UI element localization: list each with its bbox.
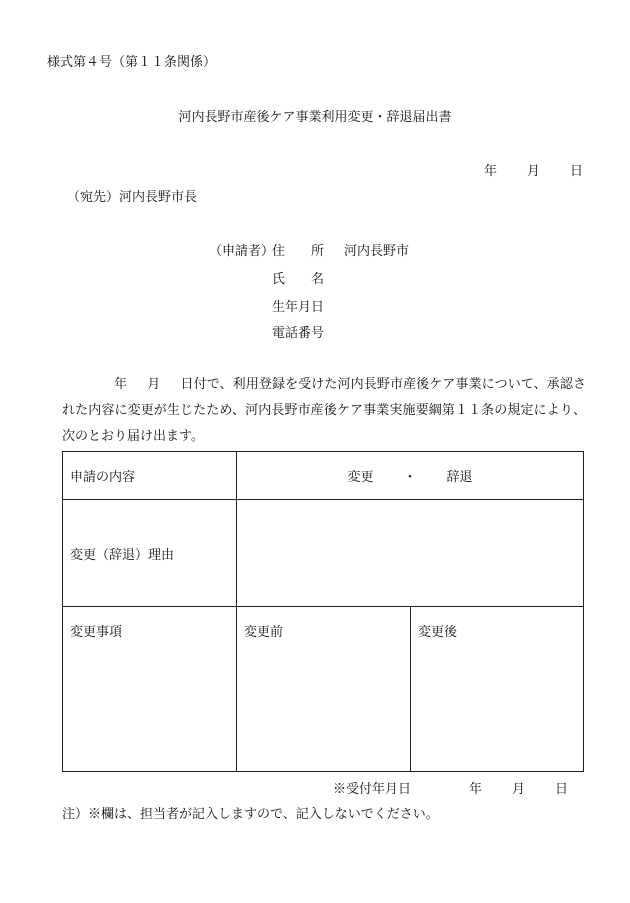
receipt-day-label: 日 [555, 782, 569, 797]
change-item-cell[interactable] [63, 607, 237, 772]
receipt-month-label: 月 [512, 782, 526, 797]
date-day-label: 日 [570, 164, 584, 179]
date-year-label: 年 [484, 164, 498, 179]
receipt-year-label: 年 [469, 782, 483, 797]
body-month-label: 月 [147, 377, 161, 392]
form-number: 様式第４号（第１１条関係） [47, 55, 217, 70]
date-month-label: 月 [527, 164, 541, 179]
addressee: （宛先）河内長野市長 [67, 190, 198, 205]
birthdate-label: 生年月日 [272, 300, 325, 315]
document-title: 河内長野市産後ケア事業利用変更・辞退届出書 [178, 110, 452, 125]
change-form-table [62, 451, 584, 772]
declaration-text [62, 372, 586, 450]
body-year-label: 年 [114, 377, 128, 392]
address-label: 住所 [272, 244, 351, 259]
reason-label: 変更（辞退）理由 [63, 500, 237, 607]
receipt-date [333, 778, 568, 797]
change-item-label: 変更事項 [70, 625, 123, 640]
receipt-label: ※受付年月日 [333, 782, 412, 797]
body-statement: 日付で、利用登録を受けた河内長野市産後ケア事業について、承認された内容に変更が生じたため、河内長野市産後ケア事業実施要綱第１１条の規定により、次のとおり届け出ます。 [62, 377, 586, 444]
reason-field[interactable] [237, 500, 584, 607]
staff-note: 注）※欄は、担当者が記入しますので、記入しないでください。 [62, 807, 439, 822]
after-change-label: 変更後 [418, 625, 458, 640]
request-options[interactable] [237, 452, 584, 500]
option-withdraw[interactable]: 辞退 [446, 470, 473, 485]
before-change-cell[interactable] [237, 607, 411, 772]
before-change-label: 変更前 [244, 625, 284, 640]
applicant-label: （申請者） [209, 244, 275, 259]
option-separator: ・ [403, 470, 417, 485]
option-change[interactable]: 変更 [347, 470, 374, 485]
phone-label: 電話番号 [272, 326, 325, 341]
name-label: 氏名 [272, 272, 351, 287]
address-value: 河内長野市 [344, 244, 410, 259]
submission-date [484, 160, 583, 179]
after-change-cell[interactable] [411, 607, 584, 772]
request-content-label: 申請の内容 [63, 452, 237, 500]
